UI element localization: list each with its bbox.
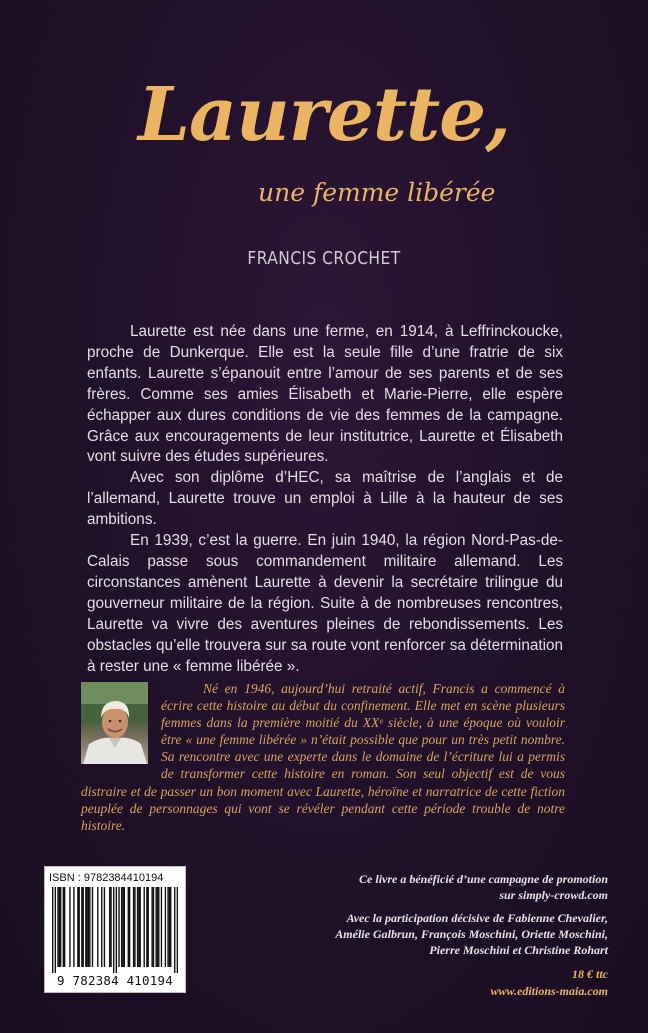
barcode-bar (69, 887, 70, 967)
barcode-bar (63, 887, 64, 967)
barcode-bar (147, 887, 148, 967)
thanks-line: Amélie Galbrun, François Moschini, Oriette Moschini, (335, 927, 608, 942)
blurb-paragraph: Avec son diplôme d’HEC, sa maîtrise de l’anglais et de l’allemand, Laurette trouve un emploi à Lille à la hauteur de ses ambitions. (87, 469, 563, 529)
barcode-bar (144, 887, 145, 967)
barcode-bar (177, 887, 178, 973)
barcode-bar (165, 887, 166, 967)
author-name: FRANCIS CROCHET (247, 248, 401, 269)
barcode-bar (59, 887, 60, 967)
barcode-bar (116, 887, 117, 973)
barcode-bar (128, 887, 129, 967)
book-title: Laurette, (137, 72, 511, 158)
price-block (490, 966, 608, 1000)
barcode-bar (167, 887, 168, 967)
author-bio-text: Né en 1946, aujourd’hui retraité actif, Francis a commencé à écrire cette histoire au début du confinement. Elle met en scène plusieurs femmes dans la première moitié du XXᵉ siècle, à une époque où vouloir être « une femme libérée » n’était possible que pour un très petit nombre. Sa rencontre avec une experte dans le domaine de l’écriture lui a permis de transformer cette histoire en roman. Son seul objectif est de vous distraire et de passer un bon moment avec Laurette, héroïne et narratrice de cette fiction peuplée de personnages qui vont se révéler pendant cette période trouble de notre histoire. (81, 681, 565, 833)
barcode-bar (158, 887, 159, 967)
barcode-bar (121, 887, 122, 967)
barcode-bar (85, 887, 86, 967)
barcode-bar (174, 887, 175, 973)
thanks-line: Avec la participation décisive de Fabienne Chevalier, (346, 911, 608, 925)
barcode-bar (101, 887, 102, 967)
barcode-bar (73, 887, 74, 967)
barcode-bar (97, 887, 98, 967)
barcode-bar (124, 887, 125, 967)
barcode-bar (155, 887, 156, 967)
barcode-bar (157, 887, 158, 967)
barcode-bar (64, 887, 65, 967)
promo-line: sur simply-crowd.com (499, 888, 608, 903)
barcode-bar (81, 887, 82, 967)
barcode-bar (92, 887, 93, 967)
barcode-bar (89, 887, 90, 967)
barcode-bar (77, 887, 78, 967)
barcode-bar (140, 887, 141, 967)
blurb-paragraph: Laurette est née dans une ferme, en 1914, à Leffrinckoucke, proche de Dunkerque. Elle est la seule fille d’une fratrie de six enfants. Laurette s’épanouit entre l’amour de ses parents et de ses frères. Comme ses amies Élisabeth et Marie-Pierre, elle espère échapper aux dures conditions de vie des femmes de la campagne. Grâce aux encouragements de leur institutrice, Laurette et Élisabeth vont suivre des études supérieures. (87, 323, 563, 466)
acknowledgements (308, 910, 608, 959)
barcode-bar (79, 887, 80, 967)
barcode-bar (170, 887, 171, 967)
barcode-bar (161, 887, 162, 967)
barcode-bar (134, 887, 135, 967)
barcode-bar (118, 887, 119, 967)
barcode-bar (137, 887, 138, 967)
blurb (87, 322, 563, 677)
price: 18 € ttc (572, 967, 608, 981)
barcode-bar (86, 887, 87, 967)
barcode-bar (146, 887, 147, 967)
barcode-bar (113, 887, 114, 973)
barcode-bar (57, 887, 58, 967)
promo-line: Ce livre a bénéficié d’une campagne de promotion (359, 872, 608, 886)
barcode-bar (153, 887, 154, 967)
barcode-bar (151, 887, 152, 967)
thanks-line: Pierre Moschini et Christine Rohart (429, 943, 608, 958)
barcode-bar (122, 887, 123, 967)
isbn-label: ISBN : 9782384410194 (49, 872, 164, 884)
barcode-bars (52, 887, 178, 973)
barcode-bar (88, 887, 89, 967)
barcode-bar (60, 887, 61, 967)
book-subtitle: une femme libérée (258, 178, 496, 207)
barcode-bar (110, 887, 111, 967)
author-bio (81, 680, 565, 834)
barcode-bar (55, 887, 56, 973)
promo-note (308, 871, 608, 903)
publisher-website: www.editions-maia.com (490, 984, 608, 998)
barcode-bar (104, 887, 105, 967)
blurb-paragraph: En 1939, c’est la guerre. En juin 1940, la région Nord-Pas-de-Calais passe sous commandement militaire allemand. Les circonstances amènent Laurette à devenir la secrétaire trilingue du gouverneur militaire de la région. Suite à de nombreuses rencontres, Laurette va vivre des aventures pleines de rebondissements. Les obstacles qu’elle trouvera sur sa route vont renforcer sa détermination à rester une « femme libérée ». (87, 532, 563, 675)
barcode-bar (133, 887, 134, 967)
barcode-bar (83, 887, 84, 967)
barcode-bar (109, 887, 110, 967)
barcode-bar (169, 887, 170, 967)
barcode-bar (138, 887, 139, 967)
isbn-barcode (44, 866, 186, 993)
isbn-digits: 9 782384 410194 (57, 973, 173, 988)
barcode-bar (129, 887, 130, 967)
barcode-bar (52, 887, 53, 973)
